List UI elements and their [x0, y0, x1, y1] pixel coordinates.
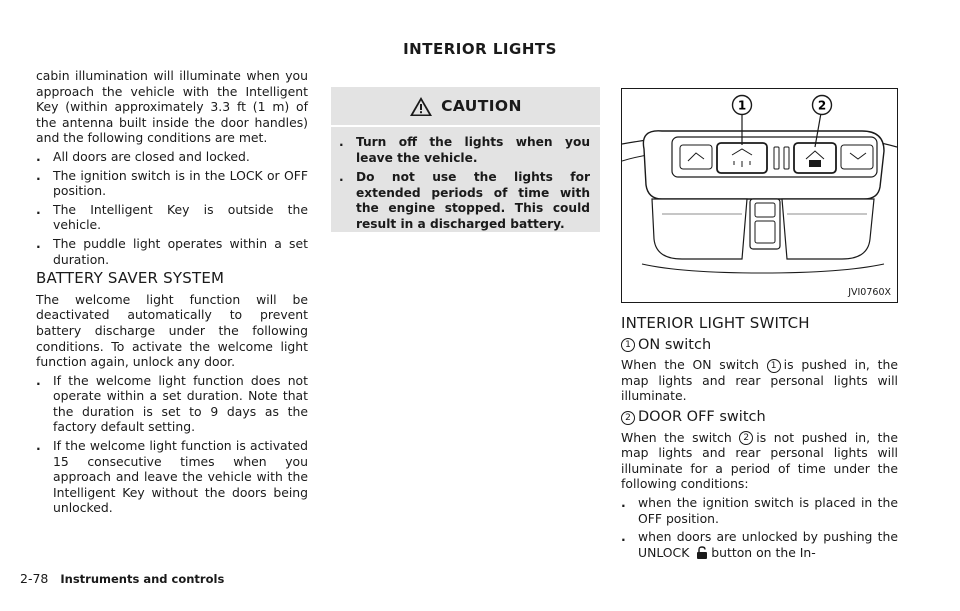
conditions-list — [36, 149, 308, 267]
figure-code: JVI0760X — [848, 287, 891, 298]
caution-box — [331, 87, 600, 232]
interior-light-figure — [621, 88, 898, 303]
list-item: . The ignition switch is in the LOCK or OFF position. — [36, 167, 308, 199]
battery-saver-list — [36, 373, 308, 516]
list-item: . The Intelligent Key is outside the vehicle. — [36, 201, 308, 233]
battery-saver-paragraph: The welcome light function will be deactivated automatically to prevent battery discharge under the following conditions. To activate the welcome light function again, unlock any door. — [36, 291, 308, 370]
caution-divider — [331, 125, 600, 127]
on-switch-heading: 1 ON switch — [621, 338, 898, 354]
column-left — [36, 68, 308, 519]
intro-paragraph: cabin illumination will illuminate when you approach the vehicle with the Intelligent Key (within approximately 3.3 ft (1 m) of the antenna built inside the door handles) and the following conditions are met. — [36, 68, 308, 146]
number-2-icon: 2 — [739, 431, 753, 445]
page-footer — [20, 571, 224, 586]
list-item: . If the welcome light function does not operate within a set duration. Note that the duration is set to 9 days as the factory default setting. — [36, 372, 308, 435]
number-2-icon: 2 — [621, 411, 635, 425]
door-off-paragraph: When the switch 2 is not pushed in, the map lights and rear personal lights will illuminate for a period of time under the following conditions: — [621, 429, 898, 492]
page-number: 2-78 — [20, 571, 49, 586]
callout-2: 2 — [817, 98, 827, 113]
column-right — [621, 312, 898, 563]
door-off-switch-heading: 2 DOOR OFF switch — [621, 410, 898, 426]
list-item: . when doors are unlocked by pushing the UNLOCK button on the In- — [621, 529, 898, 560]
list-item: . All doors are closed and locked. — [36, 148, 250, 164]
list-item: . The puddle light operates within a set duration. — [36, 235, 308, 267]
callout-1: 1 — [737, 98, 747, 113]
number-1-icon: 1 — [621, 338, 635, 352]
battery-saver-heading: BATTERY SAVER SYSTEM — [36, 269, 225, 288]
section-name: Instruments and controls — [60, 572, 225, 586]
warning-icon — [409, 96, 433, 117]
overhead-console-illustration — [622, 89, 897, 302]
list-item: . Do not use the lights for extended periods of time with the engine stopped. This could result in a discharged battery. — [339, 170, 590, 231]
number-1-icon: 1 — [767, 359, 781, 373]
interior-light-switch-heading: INTERIOR LIGHT SWITCH — [621, 314, 810, 332]
caution-header — [331, 87, 600, 125]
list-item: . when the ignition switch is placed in the OFF position. — [621, 494, 898, 526]
page-header-title: INTERIOR LIGHTS — [403, 40, 557, 58]
list-item: . If the welcome light function is activated 15 consecutive times when you approach and leave the vehicle with the Intelligent Key without the doors being unlocked. — [36, 438, 308, 516]
on-switch-paragraph: When the ON switch 1 is pushed in, the map lights and rear personal lights will illuminate. — [621, 357, 898, 404]
unlock-icon — [695, 546, 709, 560]
caution-list — [339, 135, 590, 233]
caution-title: CAUTION — [441, 97, 522, 115]
list-item: . Turn off the lights when you leave the vehicle. — [339, 135, 590, 165]
door-off-conditions-list — [621, 495, 898, 560]
